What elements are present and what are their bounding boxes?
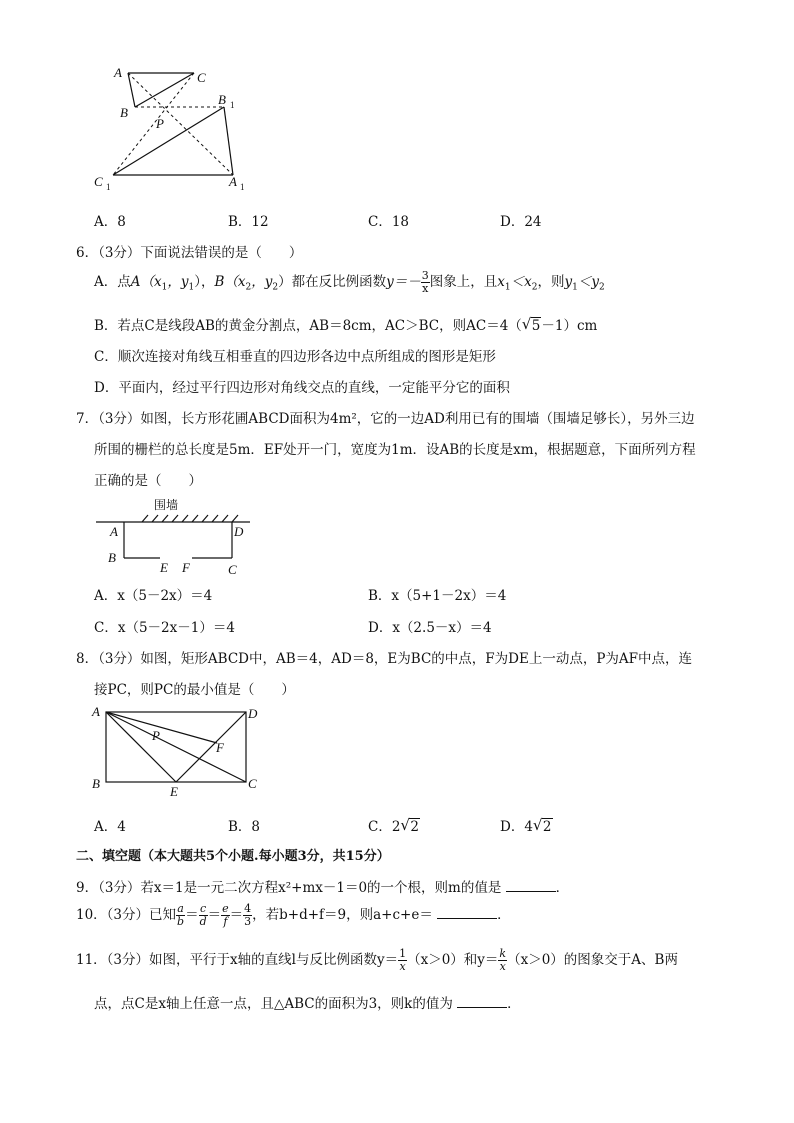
q5-label-B: B [120, 105, 128, 120]
q5-option-a: A．8 [94, 214, 126, 230]
q7-option-c: C．x（5－2x－1）＝4 [94, 620, 235, 636]
q8-label-E: E [170, 784, 178, 798]
q7-line2: 所围的栅栏的总长度是5m．EF处开一门，宽度为1m．设AB的长度是xm，根据题意，下面所列方程 [94, 442, 696, 458]
q5-option-b: B．12 [228, 214, 269, 230]
q5-label-A1-sub: 1 [240, 182, 245, 192]
q10-answer-blank[interactable] [437, 906, 497, 919]
q7-label-A: A [110, 524, 118, 539]
q7-option-b: B．x（5+1－2x）＝4 [368, 588, 507, 604]
q5-label-C1-sub: 1 [106, 182, 111, 192]
q5-label-A1: A [229, 174, 237, 189]
q7-label-E: E [160, 560, 168, 575]
q7-label-C: C [228, 562, 237, 577]
q6-option-b: B．若点C是线段AB的黄金分割点，AB＝8cm，AC＞BC，则AC＝4（ √ 5－1）cm [94, 315, 598, 334]
q8-label-P: P [152, 728, 160, 743]
q8-option-a: A．4 [94, 819, 126, 835]
section-2-heading: 二、填空题（本大题共5个小题.每小题3分，共15分） [76, 849, 390, 864]
q7-figure [90, 496, 260, 578]
q9: 9．（3分）若x＝1是一元二次方程x²+mx－1＝0的一个根，则m的值是 ． [76, 880, 570, 896]
q8-option-b: B．8 [228, 819, 261, 835]
q7-line3: 正确的是（ ） [94, 473, 202, 489]
q5-label-B1: B [218, 92, 226, 107]
q6-option-c: C．顺次连接对角线互相垂直的四边形各边中点所组成的图形是矩形 [94, 349, 496, 365]
q10: 10．（3分）已知 $\frac{a}{b}$ ＝ $\frac{c}{d}$ ＝ $\frac{e}{f}$ ＝ $\frac{4}{3}$ ，若b+d+f＝9，则a+c+e＝ ． [76, 902, 511, 928]
q5-label-A: A [114, 65, 122, 80]
q7-label-F: F [182, 560, 190, 575]
q7-label-B: B [108, 550, 116, 565]
q8-label-B: B [92, 776, 100, 791]
q7-label-D: D [234, 524, 244, 539]
q8-label-A: A [92, 704, 100, 719]
q7-option-d: D．x（2.5－x）＝4 [368, 620, 492, 636]
q5-label-B1-sub: 1 [230, 100, 235, 110]
q8-line2: 接PC，则PC的最小值是（ ） [94, 682, 295, 698]
q11-answer-blank[interactable] [457, 995, 507, 1008]
q8-label-F: F [216, 740, 224, 755]
q8-figure [90, 702, 270, 798]
q6-stem: 6．（3分）下面说法错误的是（ ） [76, 245, 303, 261]
q8-label-C: C [248, 776, 257, 791]
q8-line1: 8．（3分）如图，矩形ABCD中，AB＝4，AD＝8，E为BC的中点，F为DE上一动点，P为AF中点，连 [76, 651, 693, 667]
q6-option-d: D．平面内，经过平行四边形对角线交点的直线，一定能平分它的面积 [94, 380, 510, 396]
q8-label-D: D [248, 706, 258, 721]
q5-option-c: C．18 [368, 214, 410, 230]
q5-option-d: D．24 [500, 214, 542, 230]
q7-line1: 7．（3分）如图，长方形花圃ABCD面积为4m²，它的一边AD利用已有的围墙（围墙足够长），另外三边 [76, 411, 695, 427]
q5-label-P: P [156, 116, 164, 131]
q11-line2: 点，点C是x轴上任意一点，且△ABC的面积为3，则k的值为 ． [94, 996, 521, 1012]
q8-option-c: C．2 √ 2 [368, 816, 420, 835]
q11-line1: 11．（3分）如图，平行于x轴的直线l与反比例函数y＝ $\frac{1}{x}$ （x＞0）和y＝ $\frac{k}{x}$ （x＞0）的图象交于A、B两 [76, 947, 678, 973]
q5-label-C1: C [94, 174, 103, 189]
q9-answer-blank[interactable] [506, 879, 556, 892]
q5-figure [90, 62, 250, 197]
q7-wall-label: 围墙 [154, 498, 179, 512]
q5-label-C: C [197, 70, 206, 85]
q8-option-d: D．4 √ 2 [500, 816, 552, 835]
q6-option-a: A．点$A(x_1$，$y_1$），$B(x_2$，$y_2$）都在反比例函数y＝－ $\frac{3}{x}$ 图象上，且$x_1<x_2$，则$y_1<y_2$ [94, 269, 605, 295]
q7-option-a: A．x（5－2x）＝4 [94, 588, 213, 604]
